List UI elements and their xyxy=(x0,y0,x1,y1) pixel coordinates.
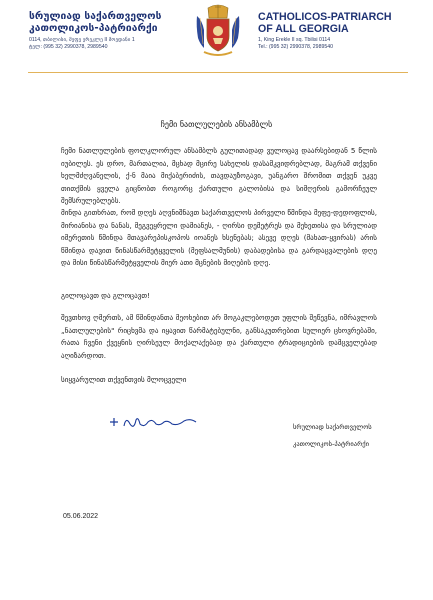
org-title-en-line2: OF ALL GEORGIA xyxy=(258,23,349,35)
paragraph-1: ჩემი ნათლულების ფოლკლორულ ანსამბლს გულითადად ვულოცავ დაარსებიდან 5 წლის იუბილეს. ეს დრო, მართალია, მცხად მცირე სახელის დასამკვიდრებლად, მაგრამ თქვენი ხელმძღვანელის, ქ-ნ მაია მიქაბერიძის, თავდაუზოგავი, უანგარო შრომით თქვენ უკვე თითქმის ყველა გიცნობთ როგორც ქართული გალობისა და სიმღერის გამორჩეულ შემსრულებლებს. xyxy=(61,146,377,206)
org-title-ka-line1: სრულიად საქართველოს xyxy=(29,11,162,22)
letterhead-english xyxy=(258,11,408,51)
paragraph-4: შევთხოვ ღმერთს, ამ წმინდანთა მეოხებით არ მოგაკლებოდეთ უფლის შეწევნა, იმრავლოს „ნათლულების" რიცხვმა და იყავით წარმატებულნი, განსაკუთრებით სულიერ ცხოვრებაში, რათა ჩვენი ქვეყნის ღირსეულ მოქალაქებად და ქართული ტრადიციების დამცველებად აღიზარდოთ. xyxy=(61,313,377,360)
letter-date: 05.06.2022 xyxy=(63,513,99,520)
address-en xyxy=(258,37,408,51)
patriarchate-emblem-icon xyxy=(194,4,242,62)
paragraph-3: გილოცავთ და გლოცავთ! xyxy=(61,291,150,300)
address-ka-street: 0114, თბილისი, მეფე ერეკლე II მოედანი 1 xyxy=(29,37,135,43)
paragraph-2: მინდა გითხრათ, რომ დღეს აღვნიშნავთ საქართველოს პირველი წმინდა მეფე-დედოფლის, მირიანისა და ნანას, მეგვეყრელი დამიანეს, - ღირსი დემეტრეს და მეხეთისა და სრულიად იმერეთის წმინდა მთავარეპისკოპოს იოანეს ხსენებას; ასევე დღეს (მახათ-ყვირას) არის წმინდა დავით წინასწარმეტყველის (მეფსალმუნის) დაბადებისა და გარდაცვალების დღე და მისი წინასწარმეტყველის მიერ ათი მცნების მიღების დღე. xyxy=(61,208,377,268)
address-ka-phone: ტელ: (995 32) 2990378, 2989540 xyxy=(29,44,108,50)
signatory-line-2: კათოლიკოს-პატრიარქი xyxy=(293,440,369,448)
handwritten-signature xyxy=(108,412,200,432)
org-title-en-line1: CATHOLICOS-PATRIARCH xyxy=(258,11,392,23)
paragraph-5: სიყვარულით თქვენთვის მლოცველი xyxy=(61,375,187,384)
org-title-ka-line2: კათოლიკოს-პატრიარქი xyxy=(29,23,158,34)
signatory-line-1: სრულიად საქართველოს xyxy=(293,423,372,431)
address-en-phone: Tel.: (995 32) 2990378, 2989540 xyxy=(258,44,333,50)
address-ka xyxy=(29,37,199,51)
letterhead-georgian xyxy=(29,11,199,51)
document-title: ჩემი ნათლულების ანსამბლს xyxy=(160,120,273,129)
header-divider xyxy=(28,72,408,73)
address-en-street: 1, King Erekle II sq. Tbilisi 0114 xyxy=(258,37,331,43)
